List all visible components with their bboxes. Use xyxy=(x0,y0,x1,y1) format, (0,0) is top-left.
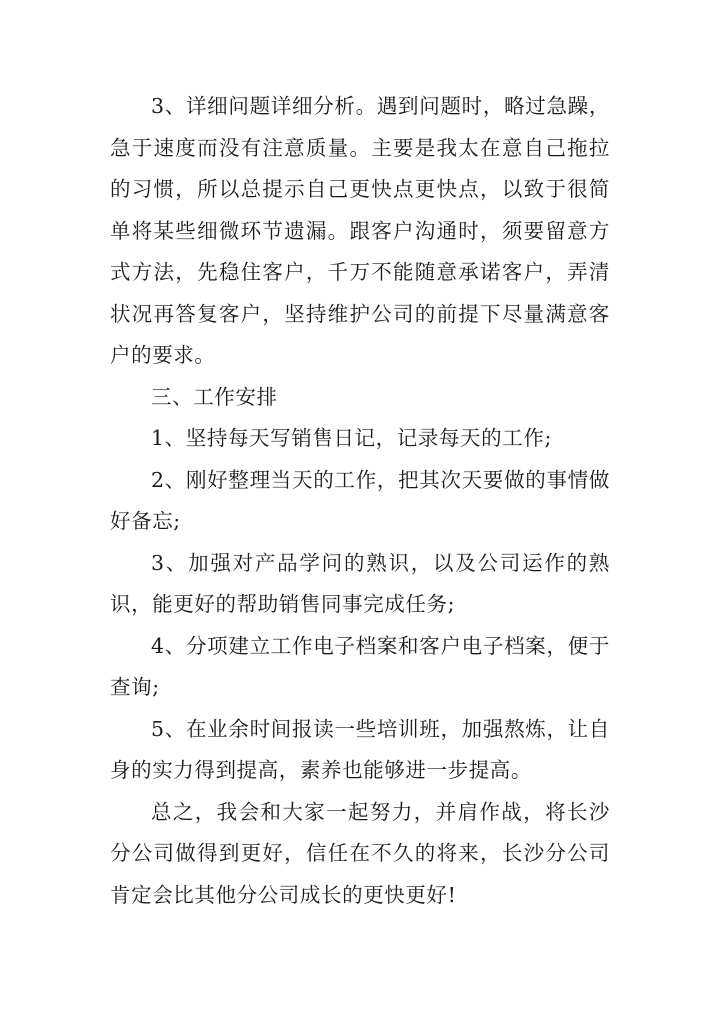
section-heading-work-plan: 三、工作安排 xyxy=(151,384,278,409)
plan-item-3: 3、加强对产品学问的熟识，以及公司运作的熟识，能更好的帮助销售同事完成任务; xyxy=(110,550,610,616)
plan-item-2: 2、刚好整理当天的工作，把其次天要做的事情做好备忘; xyxy=(110,467,610,533)
plan-item-4: 4、分项建立工作电子档案和客户电子档案，便于查询; xyxy=(110,633,610,699)
plan-item-5: 5、在业余时间报读一些培训班，加强熬炼，让自身的实力得到提高，素养也能够进一步提高。 xyxy=(110,716,610,782)
paragraph-problem-analysis: 3、详细问题详细分析。遇到问题时，略过急躁，急于速度而没有注意质量。主要是我太在意自己拖拉的习惯，所以总提示自己更快点更快点，以致于很简单将某些细微环节遗漏。跟客户沟通时，须要留意方式方法，先稳住客户，千万不能随意承诺客户，弄清状况再答复客户，坚持维护公司的前提下尽量满意客户的要求。 xyxy=(110,94,610,367)
paragraph-conclusion: 总之，我会和大家一起努力，并肩作战，将长沙分公司做得到更好，信任在不久的将来，长沙分公司肯定会比其他分公司成长的更快更好! xyxy=(110,799,610,907)
document-body xyxy=(110,86,610,916)
plan-item-1: 1、坚持每天写销售日记，记录每天的工作; xyxy=(151,426,552,450)
